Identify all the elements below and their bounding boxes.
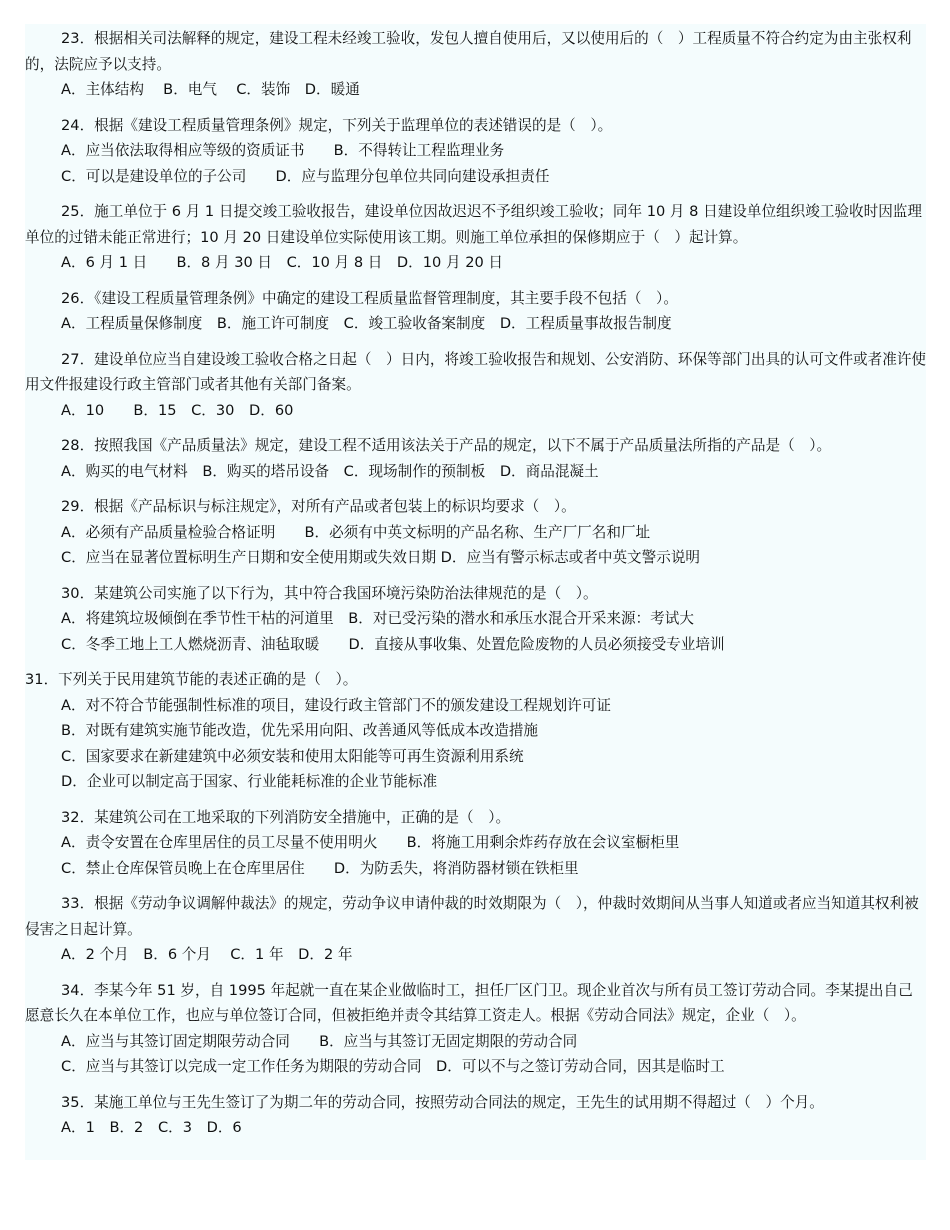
- question-stem: 35．某施工单位与王先生签订了为期二年的劳动合同，按照劳动合同法的规定，王先生的试用期不得超过（ ）个月。: [61, 1093, 824, 1111]
- answer-options-line: C．国家要求在新建建筑中必须安装和使用太阳能等可再生资源利用系统: [61, 747, 524, 765]
- question-stem: 32．某建筑公司在工地采取的下列消防安全措施中，正确的是（ ）。: [61, 808, 511, 826]
- answer-options-line: A．主体结构 B．电气 C．装饰 D．暖通: [61, 81, 360, 98]
- answer-options-line: C．禁止仓库保管员晚上在仓库里居住 D．为防丢失，将消防器材锁在铁柜里: [61, 859, 579, 877]
- question-block: [25, 1090, 926, 1141]
- answer-options-line: A．应当与其签订固定期限劳动合同 B．应当与其签订无固定期限的劳动合同: [61, 1032, 578, 1050]
- exam-page: [25, 24, 926, 1160]
- question-stem: 26．《建设工程质量管理条例》中确定的建设工程质量监督管理制度，其主要手段不包括（ ）。: [61, 289, 678, 307]
- answer-options-line: A．工程质量保修制度 B．施工许可制度 C．竣工验收备案制度 D．工程质量事故报告制度: [61, 315, 672, 332]
- question-block: [25, 433, 926, 484]
- answer-options-line: A．对不符合节能强制性标准的项目，建设行政主管部门不的颁发建设工程规划许可证: [61, 696, 611, 714]
- answer-options-line: A．购买的电气材料 B．购买的塔吊设备 C．现场制作的预制板 D．商品混凝土: [61, 462, 599, 480]
- answer-options-line: A．责令安置在仓库里居住的员工尽量不使用明火 B．将施工用剩余炸药存放在会议室橱柜里: [61, 834, 680, 851]
- answer-options-line: A．将建筑垃圾倾倒在季节性干枯的河道里 B．对已受污染的潜水和承压水混合开采来源：考试大: [61, 610, 694, 627]
- answer-options-line: A．必须有产品质量检验合格证明 B．必须有中英文标明的产品名称、生产厂厂名和厂址: [61, 523, 651, 541]
- question-stem: 23．根据相关司法解释的规定，建设工程未经竣工验收，发包人擅自使用后，又以使用后的（ ）工程质量不符合约定为由主张权利的，法院应予以支持。: [25, 30, 912, 73]
- question-stem: 30．某建筑公司实施了以下行为，其中符合我国环境污染防治法律规范的是（ ）。: [61, 584, 598, 602]
- answer-options-line: C．冬季工地上工人燃烧沥青、油毡取暖 D．直接从事收集、处置危险废物的人员必须接受专业培训: [61, 635, 725, 653]
- question-stem: 25．施工单位于 6 月 1 日提交竣工验收报告，建设单位因故迟迟不予组织竣工验收；同年 10 月 8 日建设单位组织竣工验收时因监理单位的过错未能正常进行；10 月 20 日建设单位实际使用该工期。则施工单位承担的保修期应于（ ）起计算。: [25, 203, 922, 246]
- question-block: [25, 494, 926, 571]
- question-block: [25, 978, 926, 1080]
- answer-options-line: A．10 B．15 C．30 D．60: [61, 401, 294, 419]
- question-block: [25, 113, 926, 190]
- question-block: [25, 891, 926, 968]
- question-block: [25, 805, 926, 882]
- question-block: [25, 24, 926, 103]
- answer-options-line: C．应当与其签订以完成一定工作任务为期限的劳动合同 D．可以不与之签订劳动合同，因其是临时工: [61, 1058, 725, 1075]
- question-block: [25, 667, 926, 795]
- question-stem: 31．下列关于民用建筑节能的表述正确的是（ ）。: [25, 671, 358, 688]
- answer-options-line: A．应当依法取得相应等级的资质证书 B．不得转让工程监理业务: [61, 142, 505, 159]
- answer-options-line: C．应当在显著位置标明生产日期和安全使用期或失效日期 D．应当有警示标志或者中英文警示说明: [61, 549, 701, 566]
- question-block: [25, 199, 926, 276]
- answer-options-line: A．2 个月 B．6 个月 C．1 年 D．2 年: [61, 946, 353, 963]
- question-block: [25, 286, 926, 337]
- question-stem: 29．根据《产品标识与标注规定》，对所有产品或者包装上的标识均要求（ ）。: [61, 498, 576, 515]
- question-block: [25, 347, 926, 424]
- answer-options-line: A．1 B．2 C．3 D．6: [61, 1119, 242, 1136]
- question-block: [25, 581, 926, 658]
- question-stem: 28．按照我国《产品质量法》规定，建设工程不适用该法关于产品的规定，以下不属于产品质量法所指的产品是（ ）。: [61, 437, 832, 454]
- question-stem: 33．根据《劳动争议调解仲裁法》的规定，劳动争议申请仲裁的时效期限为（ ），仲裁时效期间从当事人知道或者应当知道其权利被侵害之日起计算。: [25, 895, 919, 938]
- answer-options-line: A．6 月 1 日 B．8 月 30 日 C．10 月 8 日 D．10 月 20 日: [61, 254, 504, 271]
- answer-options-line: D．企业可以制定高于国家、行业能耗标准的企业节能标准: [61, 773, 438, 790]
- answer-options-line: C．可以是建设单位的子公司 D．应与监理分包单位共同向建设承担责任: [61, 167, 550, 185]
- question-stem: 27．建设单位应当自建设竣工验收合格之日起（ ）日内，将竣工验收报告和规划、公安消防、环保等部门出具的认可文件或者准许使用文件报建设行政主管部门或者其他有关部门备案。: [25, 350, 927, 393]
- question-stem: 24．根据《建设工程质量管理条例》规定，下列关于监理单位的表述错误的是（ ）。: [61, 116, 613, 134]
- question-stem: 34．李某今年 51 岁，自 1995 年起就一直在某企业做临时工，担任厂区门卫。现企业首次与所有员工签订劳动合同。李某提出自己愿意长久在本单位工作，也应与单位签订合同，但被拒绝并责令其结算工资走人。根据《劳动合同法》规定，企业（ ）。: [25, 981, 913, 1024]
- answer-options-line: B．对既有建筑实施节能改造，优先采用向阳、改善通风等低成本改造措施: [61, 722, 539, 739]
